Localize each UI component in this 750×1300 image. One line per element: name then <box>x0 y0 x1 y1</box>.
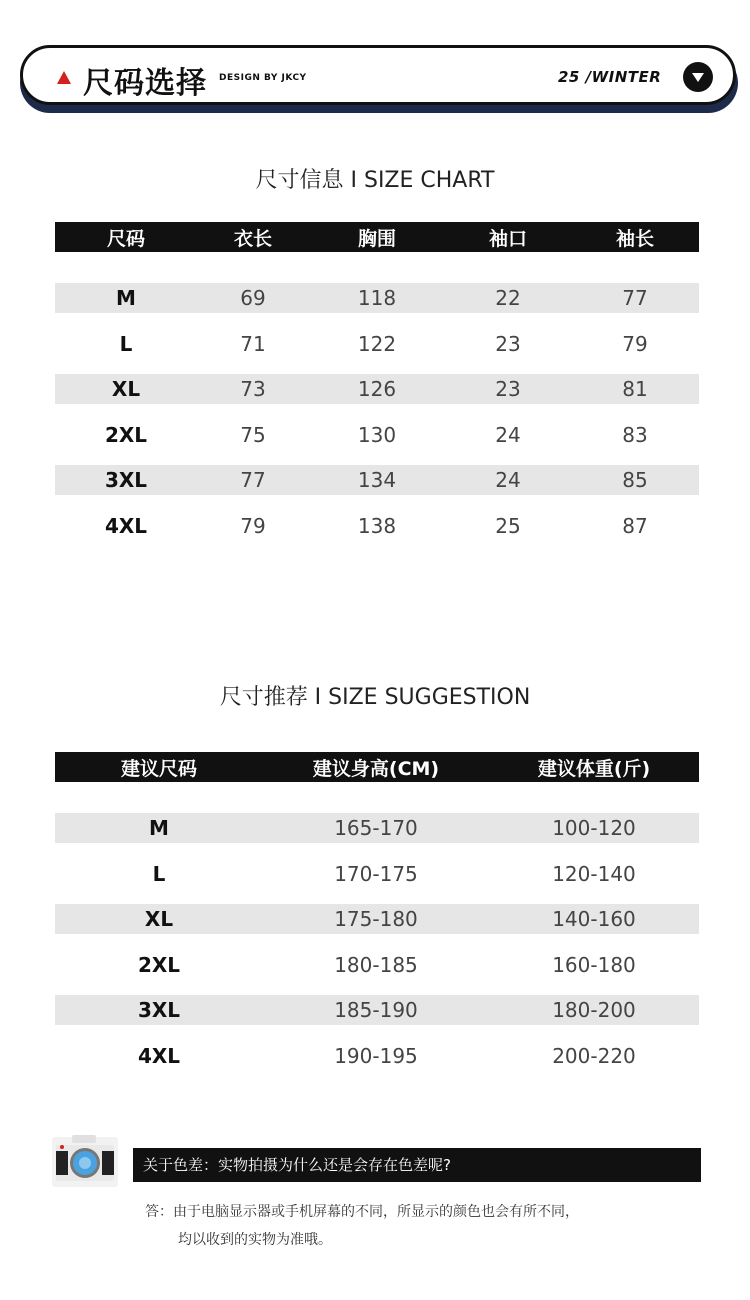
table-row <box>55 374 699 404</box>
value-cell: 200-220 <box>552 1043 636 1068</box>
size-cell: M <box>116 286 136 310</box>
value-cell: 126 <box>357 377 397 401</box>
value-cell: 130 <box>357 422 397 447</box>
size-cell: 2XL <box>104 422 148 447</box>
value-cell: 118 <box>357 286 397 310</box>
size-cell: XL <box>144 907 174 931</box>
size-cell: L <box>119 331 133 356</box>
chevron-down-icon[interactable] <box>683 62 713 92</box>
value-cell: 160-180 <box>552 952 636 977</box>
size-cell: M <box>149 816 169 840</box>
size-chart-column-header: 袖长 <box>615 227 654 250</box>
table-row <box>55 329 699 359</box>
design-credit: DESIGN BY JKCY <box>219 73 307 83</box>
table-row <box>55 283 699 313</box>
size-chart-column-header: 衣长 <box>233 227 272 250</box>
table-row <box>55 465 699 495</box>
size-cell: 4XL <box>137 1043 181 1068</box>
value-cell: 77 <box>622 286 648 310</box>
size-cell: 2XL <box>137 952 181 977</box>
table-row <box>55 859 699 889</box>
table-row <box>55 813 699 843</box>
color-difference-answer <box>145 1198 705 1254</box>
value-cell: 69 <box>240 286 266 310</box>
value-cell: 71 <box>240 331 266 356</box>
size-suggestion-body <box>55 813 699 1071</box>
value-cell: 170-175 <box>334 861 418 886</box>
size-suggestion-header <box>55 752 699 782</box>
value-cell: 122 <box>357 331 397 356</box>
value-cell: 24 <box>495 422 521 447</box>
value-cell: 100-120 <box>552 816 636 840</box>
table-row <box>55 950 699 980</box>
value-cell: 24 <box>495 468 521 492</box>
size-chart-title: 尺寸信息 I SIZE CHART <box>255 168 495 193</box>
table-row <box>55 904 699 934</box>
size-cell: XL <box>111 377 141 401</box>
size-suggestion-table <box>55 752 699 1071</box>
header-pill <box>20 45 736 105</box>
value-cell: 81 <box>622 377 648 401</box>
value-cell: 75 <box>240 422 266 447</box>
value-cell: 73 <box>240 377 266 401</box>
table-row <box>55 511 699 541</box>
size-suggestion-column-header: 建议体重(斤) <box>537 757 651 780</box>
answer-line-2: 均以收到的实物为准哦。 <box>178 1232 332 1248</box>
season-label: 25 /WINTER <box>558 68 662 86</box>
value-cell: 77 <box>240 468 266 492</box>
table-row <box>55 420 699 450</box>
size-chart-column-header: 袖口 <box>488 227 527 250</box>
table-row <box>55 1041 699 1071</box>
size-chart-table <box>55 222 699 541</box>
value-cell: 138 <box>357 513 397 538</box>
value-cell: 190-195 <box>334 1043 418 1068</box>
value-cell: 134 <box>357 468 397 492</box>
value-cell: 23 <box>495 377 521 401</box>
answer-line-1: 答：由于电脑显示器或手机屏幕的不同，所显示的颜色也会有所不同， <box>145 1204 579 1220</box>
value-cell: 120-140 <box>552 861 636 886</box>
page-title: 尺码选择 <box>83 66 207 101</box>
red-triangle-icon <box>57 71 71 84</box>
value-cell: 79 <box>622 331 648 356</box>
value-cell: 79 <box>240 513 266 538</box>
size-chart-body <box>55 283 699 541</box>
value-cell: 140-160 <box>552 907 636 931</box>
color-difference-question: 关于色差：实物拍摄为什么还是会存在色差呢? <box>133 1148 701 1182</box>
value-cell: 83 <box>622 422 648 447</box>
size-suggestion-column-header: 建议身高(CM) <box>312 757 440 780</box>
size-cell: 3XL <box>104 468 148 492</box>
size-cell: 4XL <box>104 513 148 538</box>
value-cell: 25 <box>495 513 521 538</box>
value-cell: 185-190 <box>334 998 418 1022</box>
value-cell: 180-200 <box>552 998 636 1022</box>
camera-icon <box>52 1135 118 1189</box>
value-cell: 87 <box>622 513 648 538</box>
size-suggestion-title: 尺寸推荐 I SIZE SUGGESTION <box>219 685 531 710</box>
size-cell: L <box>152 861 166 886</box>
table-row <box>55 995 699 1025</box>
size-chart-column-header: 胸围 <box>357 227 396 250</box>
size-suggestion-column-header: 建议尺码 <box>120 757 197 780</box>
value-cell: 165-170 <box>334 816 418 840</box>
value-cell: 85 <box>622 468 648 492</box>
value-cell: 180-185 <box>334 952 418 977</box>
value-cell: 22 <box>495 286 521 310</box>
size-chart-column-header: 尺码 <box>106 227 145 250</box>
value-cell: 23 <box>495 331 521 356</box>
size-cell: 3XL <box>137 998 181 1022</box>
value-cell: 175-180 <box>334 907 418 931</box>
size-chart-header <box>55 222 699 252</box>
header-banner <box>20 45 738 113</box>
